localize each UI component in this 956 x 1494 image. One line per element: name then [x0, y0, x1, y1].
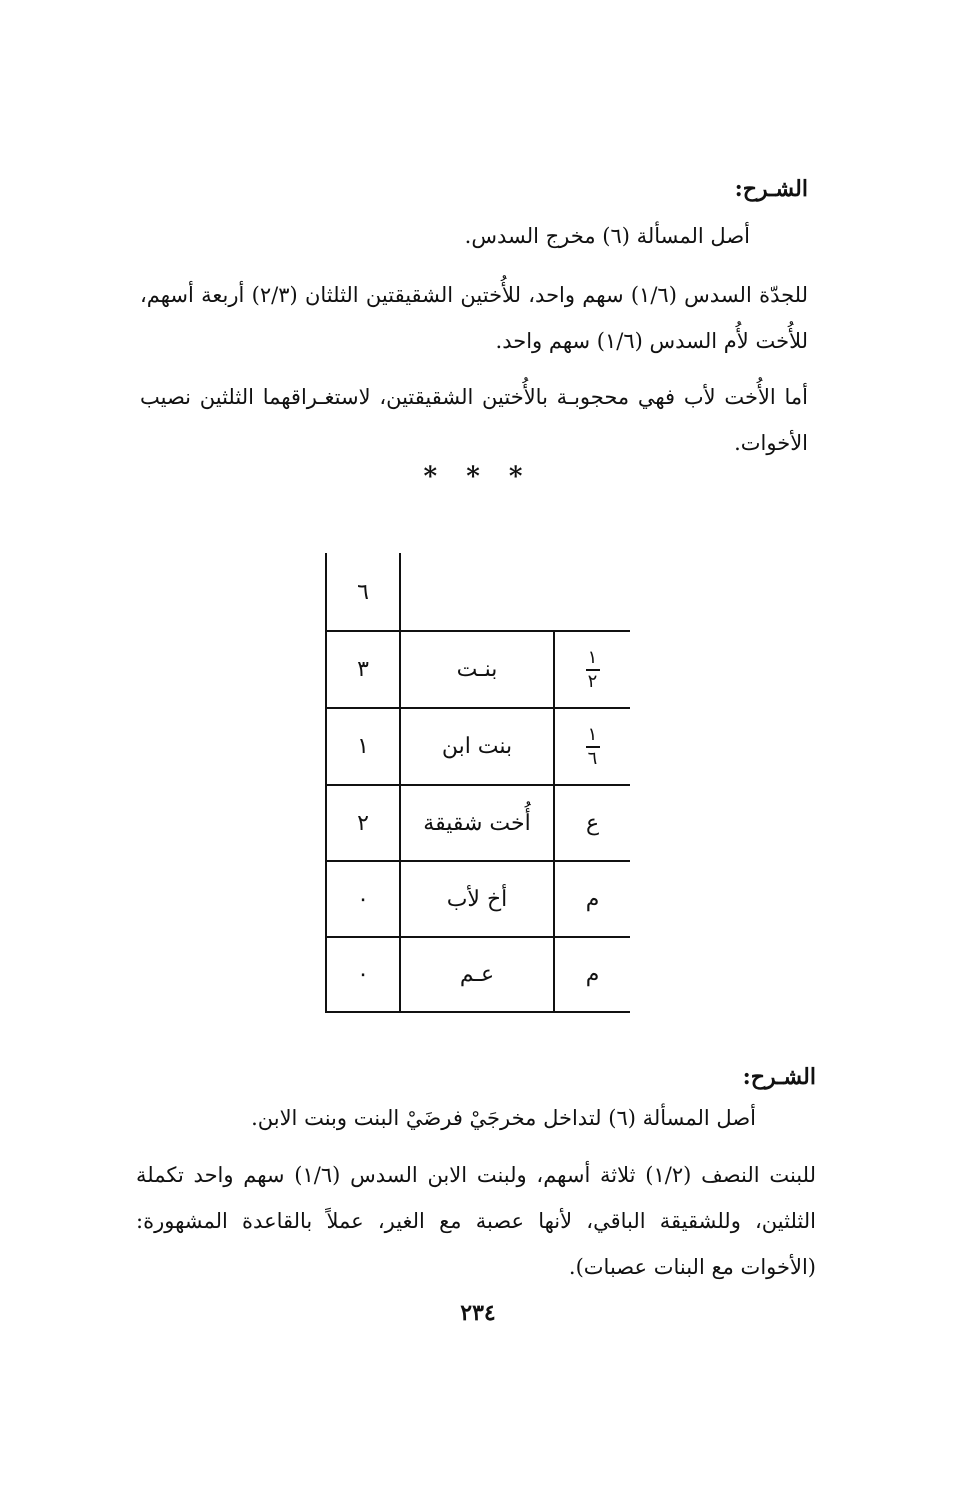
table-row-heir: عـم [459, 962, 495, 987]
section2-heading: الشـرح: [742, 1064, 816, 1090]
table-row-share: م [585, 886, 600, 912]
section1-line1: أصل المسألة (٦) مخرج السدس. [464, 224, 750, 248]
section1-para1: للجدّة السدس (١/٦) سهم واحد، للأُختين الشقيقتين الثلثان (٢/٣) أربعة أسهم، للأُخت لأُم السدس (١/٦) سهم واحد. [140, 283, 809, 353]
separator-stars: * * * [423, 462, 533, 492]
table-row-portion: ١ [357, 734, 369, 759]
section1-para2: أما الأُخت لأب فهي محجوبـة بالأُختين الشقيقتين، لاستغـراقهما الثلثين نصيب الأخوات. [140, 385, 808, 455]
table-row-heir: أخ لأب [446, 886, 508, 912]
table-row-share: م [585, 962, 600, 987]
table-row-portion: ٠ [357, 962, 369, 987]
table-row-share: ع [585, 810, 600, 836]
section2-para1: للبنت النصف (١/٢) ثلاثة أسهم، ولبنت الابن السدس (١/٦) سهم واحد تكملة الثلثين، وللشقيقة الباقي، لأنها عصبة مع الغير، عملاً بالقاعدة المشهورة: (الأخوات مع البنات عصبات). [136, 1163, 816, 1279]
table-row-heir: بنت ابن [441, 734, 513, 759]
section1-heading: الشـرح: [734, 176, 808, 202]
table-row-portion: ٢ [357, 810, 369, 836]
table-row-heir: بنـت [456, 657, 498, 682]
table-row-heir: أُخت شقيقة [423, 810, 531, 836]
table-row-share: $\frac{١}{٢}$ [555, 632, 630, 707]
table-row-portion: ٣ [357, 657, 369, 682]
table-row-share: $\frac{١}{٦}$ [555, 709, 630, 784]
table-header-total: ٦ [357, 580, 369, 605]
table-row-portion: ٠ [357, 886, 369, 912]
page-number: ٢٣٤ [460, 1300, 496, 1326]
section2-line1: أصل المسألة (٦) لتداخل مخرجَيْ فرضَيْ البنت وبنت الابن. [251, 1106, 756, 1130]
